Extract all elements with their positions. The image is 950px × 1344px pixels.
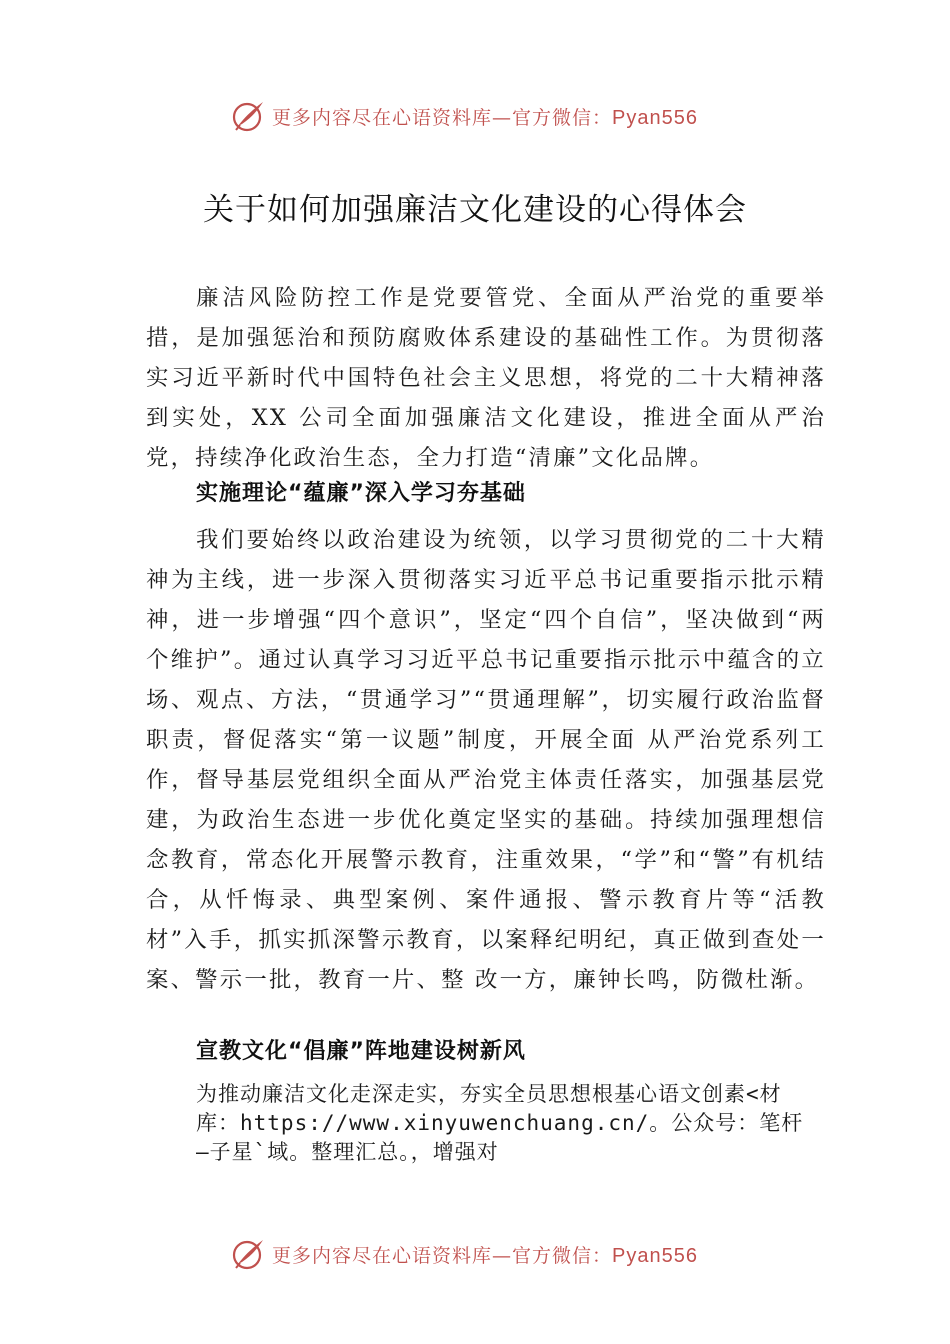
paragraph-2: 我们要始终以政治建设为统领，以学习贯彻党的二十大精神为主线，进一步深入贯彻落实习近平总书记重要指示批示精神，进一步增强“四个意识”，坚定“四个自信”，坚决做到“两个维护”。通过认真学习习近平总书记重要指示批示中蕴含的立场、观点、方法，“贯通学习”“贯通理解”，切实履行政治监督职责，督促落实“第一议题”制度，开展全面 从严治党系列工作，督导基层党组织全面从严治党主体责任落实，加强基层党建，为政治生态进一步优化奠定坚实的基础。持续加强理想信念教育，常态化开展警示教育，注重效果，“学”和“警”有机结合，从忏悔录、典型案例、案件通报、警示教育片等“活教材”入手，抓实抓深警示教育，以案释纪明纪，真正做到查处一案、警示一批，教育一片、整 改一方，廉钟长鸣，防微杜渐。 <box>146 527 826 993</box>
watermark-main: 更多内容尽在心语资料库 <box>272 1244 493 1267</box>
paragraph-1: 廉洁风险防控工作是党要管党、全面从严治党的重要举措，是加强惩治和预防腐败体系建设的基础性工作。为贯彻落实习近平新时代中国特色社会主义思想，将党的二十大精神落到实处，XX 公司全面加强廉洁文化建设，推进全面从严治党，持续净化政治生态，全力打造“清廉”文化品牌。 <box>146 285 826 471</box>
watermark-sep: —官方微信： <box>492 106 613 129</box>
watermark-id: Pyan556 <box>612 1244 698 1267</box>
watermark-text <box>272 1241 698 1268</box>
watermark-footer <box>230 1234 750 1274</box>
paragraph-3: 为推动廉洁文化走深走实，夯实全员思想根基心语文创素<材库：https://www.xinyuwenchuang.cn/。公众号：笔杆—子星`域。整理汇总。，增强对 <box>196 1082 804 1164</box>
document-title: 关于如何加强廉洁文化建设的心得体会 <box>203 192 747 228</box>
watermark-main: 更多内容尽在心语资料库 <box>272 106 493 129</box>
watermark-text <box>272 103 698 130</box>
quill-pen-logo-icon <box>230 98 266 134</box>
section-heading-2: 宣教文化“倡廉”阵地建设树新风 <box>196 1039 526 1064</box>
watermark-sep: —官方微信： <box>492 1244 613 1267</box>
section-heading-1: 实施理论“蕴廉”深入学习夯基础 <box>196 481 526 506</box>
watermark-id: Pyan556 <box>612 106 698 129</box>
watermark-header <box>230 96 750 136</box>
quill-pen-logo-icon <box>230 1236 266 1272</box>
